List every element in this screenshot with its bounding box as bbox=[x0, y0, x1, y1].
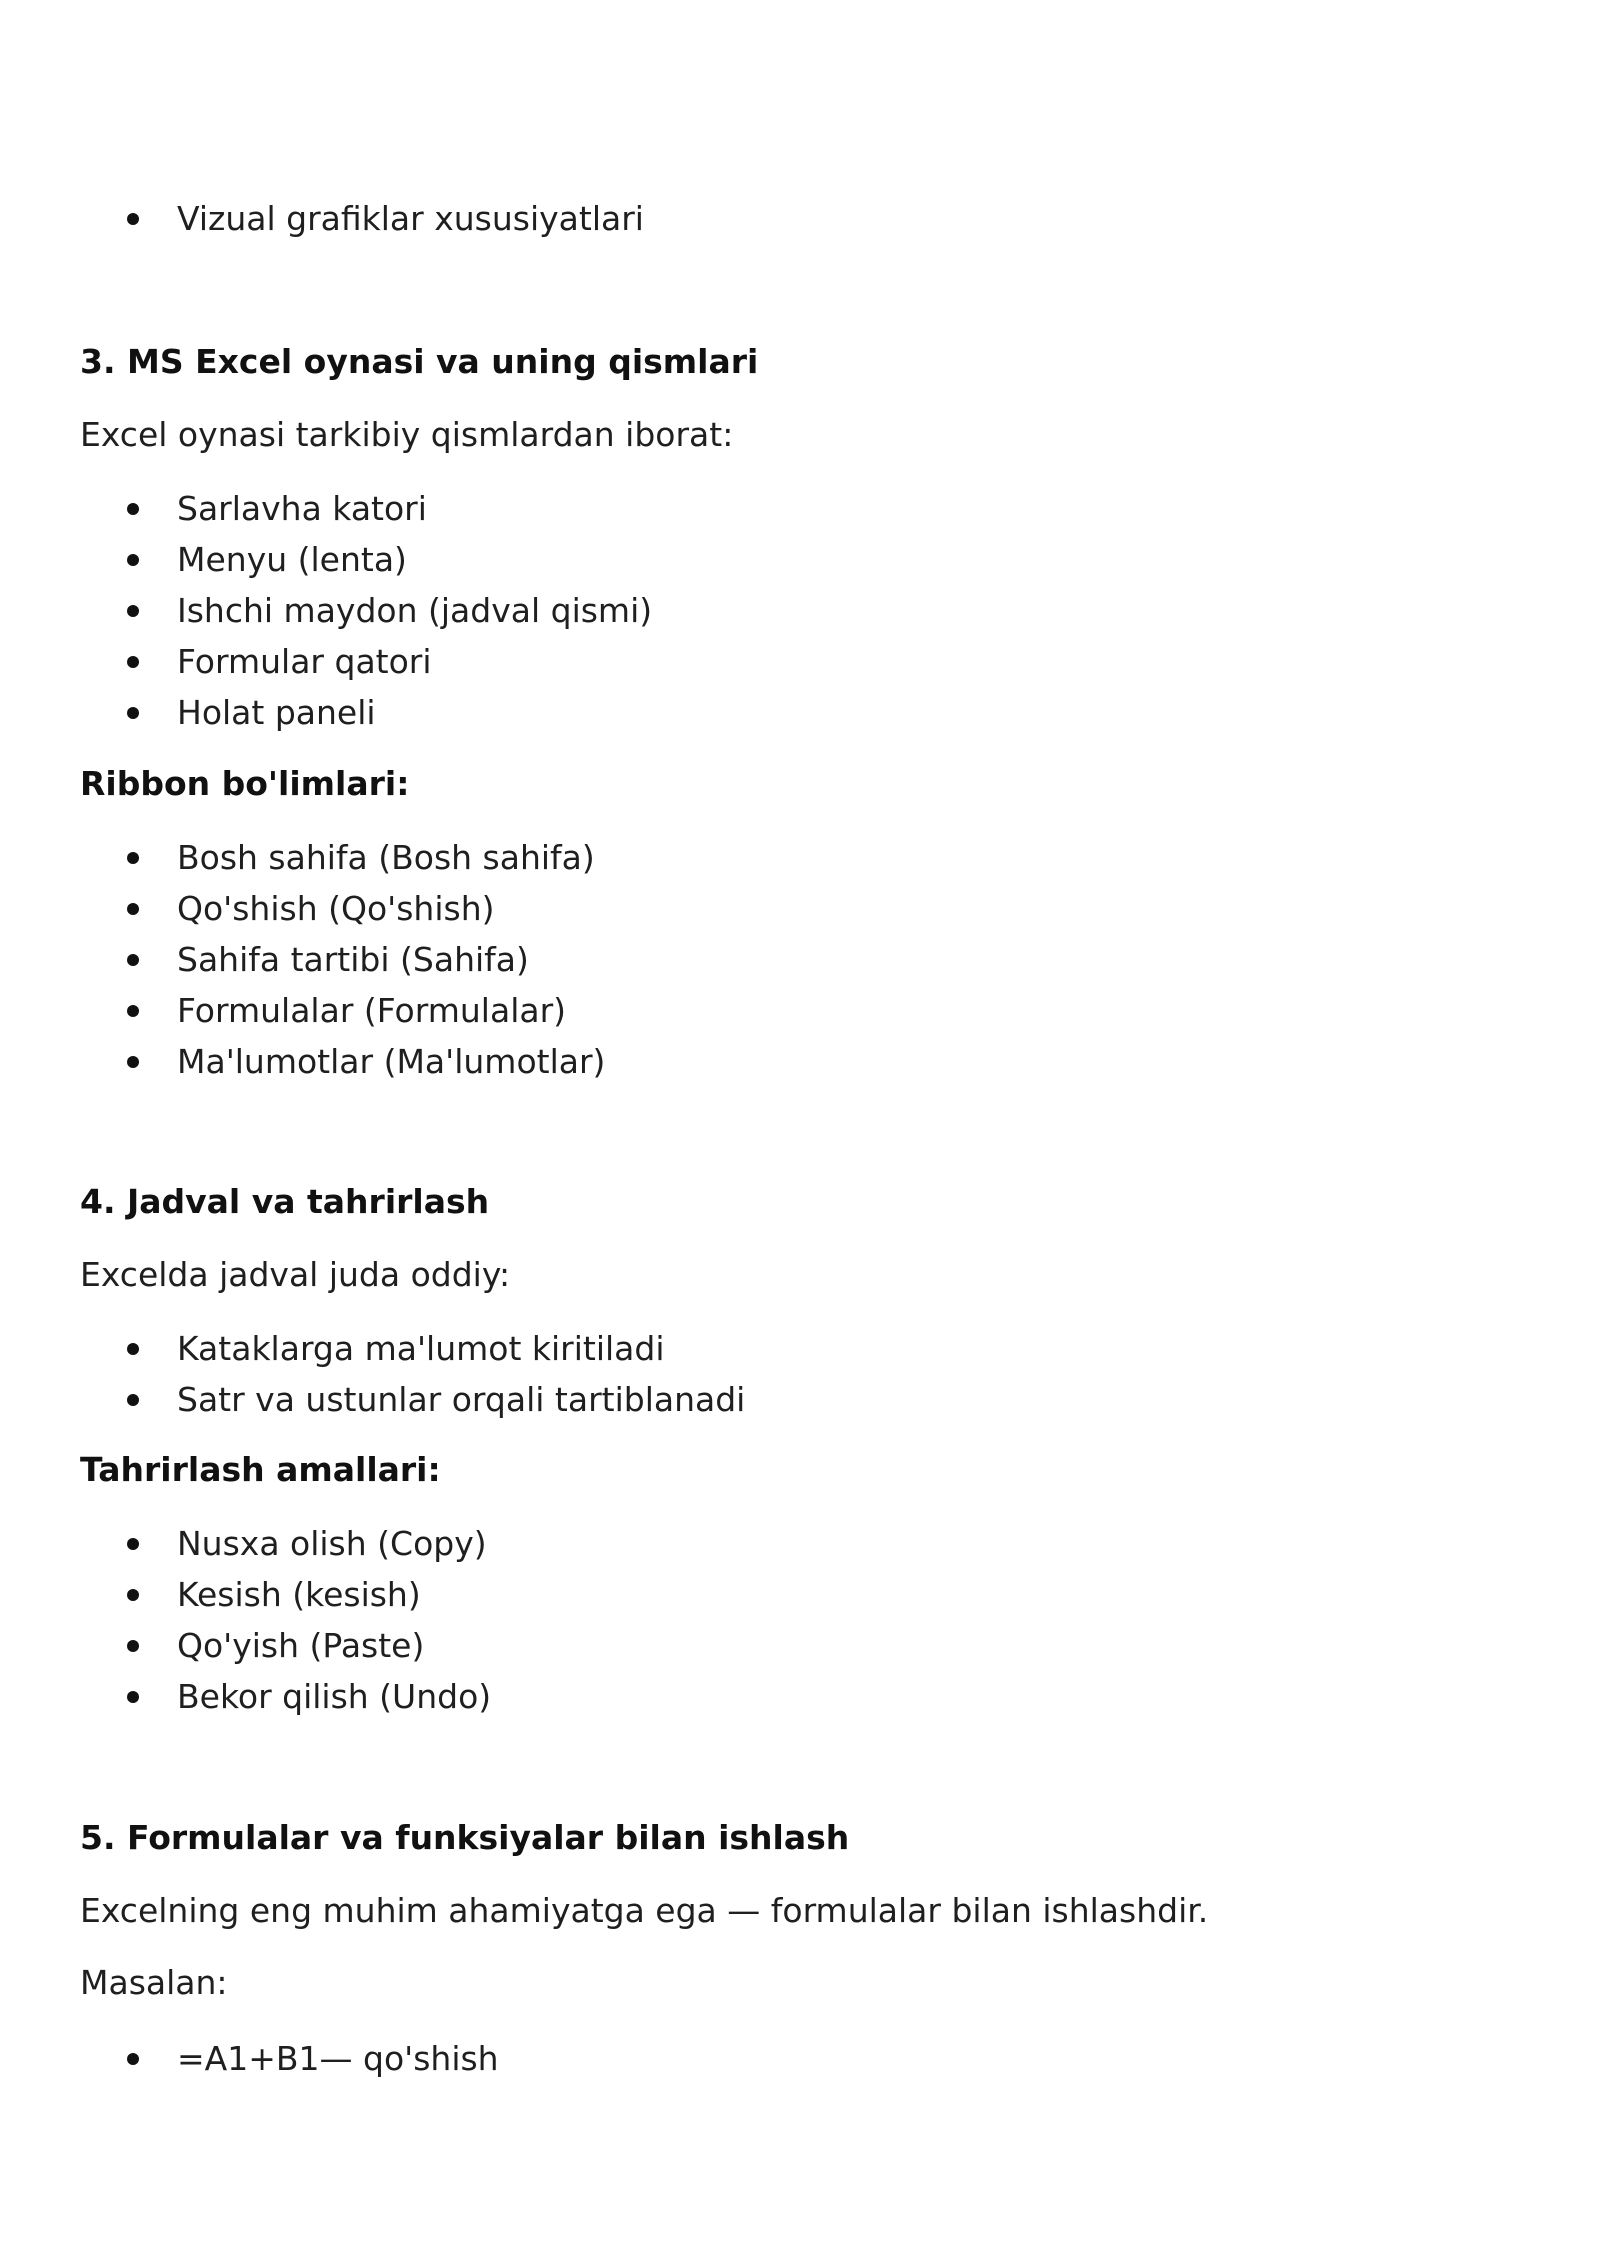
list-item-text: Qo'yish (Paste) bbox=[177, 1626, 425, 1665]
bullet-list bbox=[80, 193, 1520, 244]
bullet-icon bbox=[127, 656, 139, 668]
list-item-text: =A1+B1— qo'shish bbox=[177, 2039, 499, 2078]
bullet-icon bbox=[127, 554, 139, 566]
list-item-text: Formular qatori bbox=[177, 642, 432, 681]
bullet-icon bbox=[127, 1691, 139, 1703]
paragraph: Excelning eng muhim ahamiyatga ega — formulalar bilan ishlashdir. bbox=[80, 1891, 1209, 1930]
list-item-text: Satr va ustunlar orqali tartiblanadi bbox=[177, 1380, 746, 1419]
section5-list-block bbox=[80, 2033, 1520, 2084]
list-item bbox=[80, 483, 1520, 534]
list-item-text: Sahifa tartibi (Sahifa) bbox=[177, 940, 529, 979]
list-item-text: Formulalar (Formulalar) bbox=[177, 991, 567, 1030]
bullet-icon bbox=[127, 1394, 139, 1406]
paragraph: Excelda jadval juda oddiy: bbox=[80, 1255, 511, 1294]
section3-intro-block bbox=[80, 415, 1520, 455]
bullet-list bbox=[80, 1518, 1520, 1722]
section2-tail-list-block bbox=[80, 193, 1520, 244]
list-item bbox=[80, 883, 1520, 934]
list-item bbox=[80, 193, 1520, 244]
section5-example-label-block bbox=[80, 1963, 1520, 2003]
list-item bbox=[80, 1620, 1520, 1671]
bullet-icon bbox=[127, 503, 139, 515]
list-item-text: Sarlavha katori bbox=[177, 489, 427, 528]
section4-list-block bbox=[80, 1323, 1520, 1425]
paragraph: Excel oynasi tarkibiy qismlardan iborat: bbox=[80, 415, 734, 454]
list-item bbox=[80, 832, 1520, 883]
subsection-heading: Ribbon bo'limlari: bbox=[80, 764, 410, 803]
bullet-icon bbox=[127, 852, 139, 864]
list-item bbox=[80, 1569, 1520, 1620]
list-item bbox=[80, 1323, 1520, 1374]
list-item bbox=[80, 1671, 1520, 1722]
bullet-icon bbox=[127, 903, 139, 915]
list-item-text: Ma'lumotlar (Ma'lumotlar) bbox=[177, 1042, 606, 1081]
list-item bbox=[80, 985, 1520, 1036]
section4-subheading-block bbox=[80, 1450, 1520, 1490]
list-item-text: Menyu (lenta) bbox=[177, 540, 407, 579]
section3-heading-block bbox=[80, 342, 1520, 382]
bullet-list bbox=[80, 1323, 1520, 1425]
list-item bbox=[80, 534, 1520, 585]
bullet-icon bbox=[127, 1343, 139, 1355]
list-item bbox=[80, 585, 1520, 636]
list-item-text: Kataklarga ma'lumot kiritiladi bbox=[177, 1329, 665, 1368]
bullet-list bbox=[80, 832, 1520, 1087]
section-heading: 5. Formulalar va funksiyalar bilan ishlash bbox=[80, 1818, 850, 1857]
section-heading: 3. MS Excel oynasi va uning qismlari bbox=[80, 342, 759, 381]
bullet-icon bbox=[127, 1640, 139, 1652]
bullet-icon bbox=[127, 605, 139, 617]
section3-subheading-block bbox=[80, 764, 1520, 804]
bullet-list bbox=[80, 483, 1520, 738]
list-item bbox=[80, 1036, 1520, 1087]
section4-heading-block bbox=[80, 1182, 1520, 1222]
bullet-icon bbox=[127, 1056, 139, 1068]
bullet-icon bbox=[127, 1589, 139, 1601]
bullet-icon bbox=[127, 213, 139, 225]
section5-intro-block bbox=[80, 1891, 1520, 1931]
bullet-icon bbox=[127, 954, 139, 966]
subsection-heading: Tahrirlash amallari: bbox=[80, 1450, 441, 1489]
paragraph: Masalan: bbox=[80, 1963, 228, 2002]
list-item-text: Bosh sahifa (Bosh sahifa) bbox=[177, 838, 595, 877]
bullet-list bbox=[80, 2033, 1520, 2084]
list-item-text: Holat paneli bbox=[177, 693, 376, 732]
bullet-icon bbox=[127, 1538, 139, 1550]
list-item-text: Nusxa olish (Copy) bbox=[177, 1524, 487, 1563]
section4-intro-block bbox=[80, 1255, 1520, 1295]
bullet-icon bbox=[127, 707, 139, 719]
list-item-text: Bekor qilish (Undo) bbox=[177, 1677, 492, 1716]
section4-sublist-block bbox=[80, 1518, 1520, 1722]
list-item bbox=[80, 687, 1520, 738]
list-item bbox=[80, 1518, 1520, 1569]
bullet-icon bbox=[127, 2053, 139, 2065]
list-item bbox=[80, 1374, 1520, 1425]
list-item-text: Qo'shish (Qo'shish) bbox=[177, 889, 495, 928]
section5-heading-block bbox=[80, 1818, 1520, 1858]
list-item-text: Kesish (kesish) bbox=[177, 1575, 421, 1614]
list-item bbox=[80, 2033, 1520, 2084]
list-item bbox=[80, 934, 1520, 985]
section-heading: 4. Jadval va tahrirlash bbox=[80, 1182, 490, 1221]
section3-sublist-block bbox=[80, 832, 1520, 1087]
section3-list-block bbox=[80, 483, 1520, 738]
list-item-text: Ishchi maydon (jadval qismi) bbox=[177, 591, 653, 630]
list-item bbox=[80, 636, 1520, 687]
list-item-text: Vizual grafiklar xususiyatlari bbox=[177, 199, 644, 238]
bullet-icon bbox=[127, 1005, 139, 1017]
